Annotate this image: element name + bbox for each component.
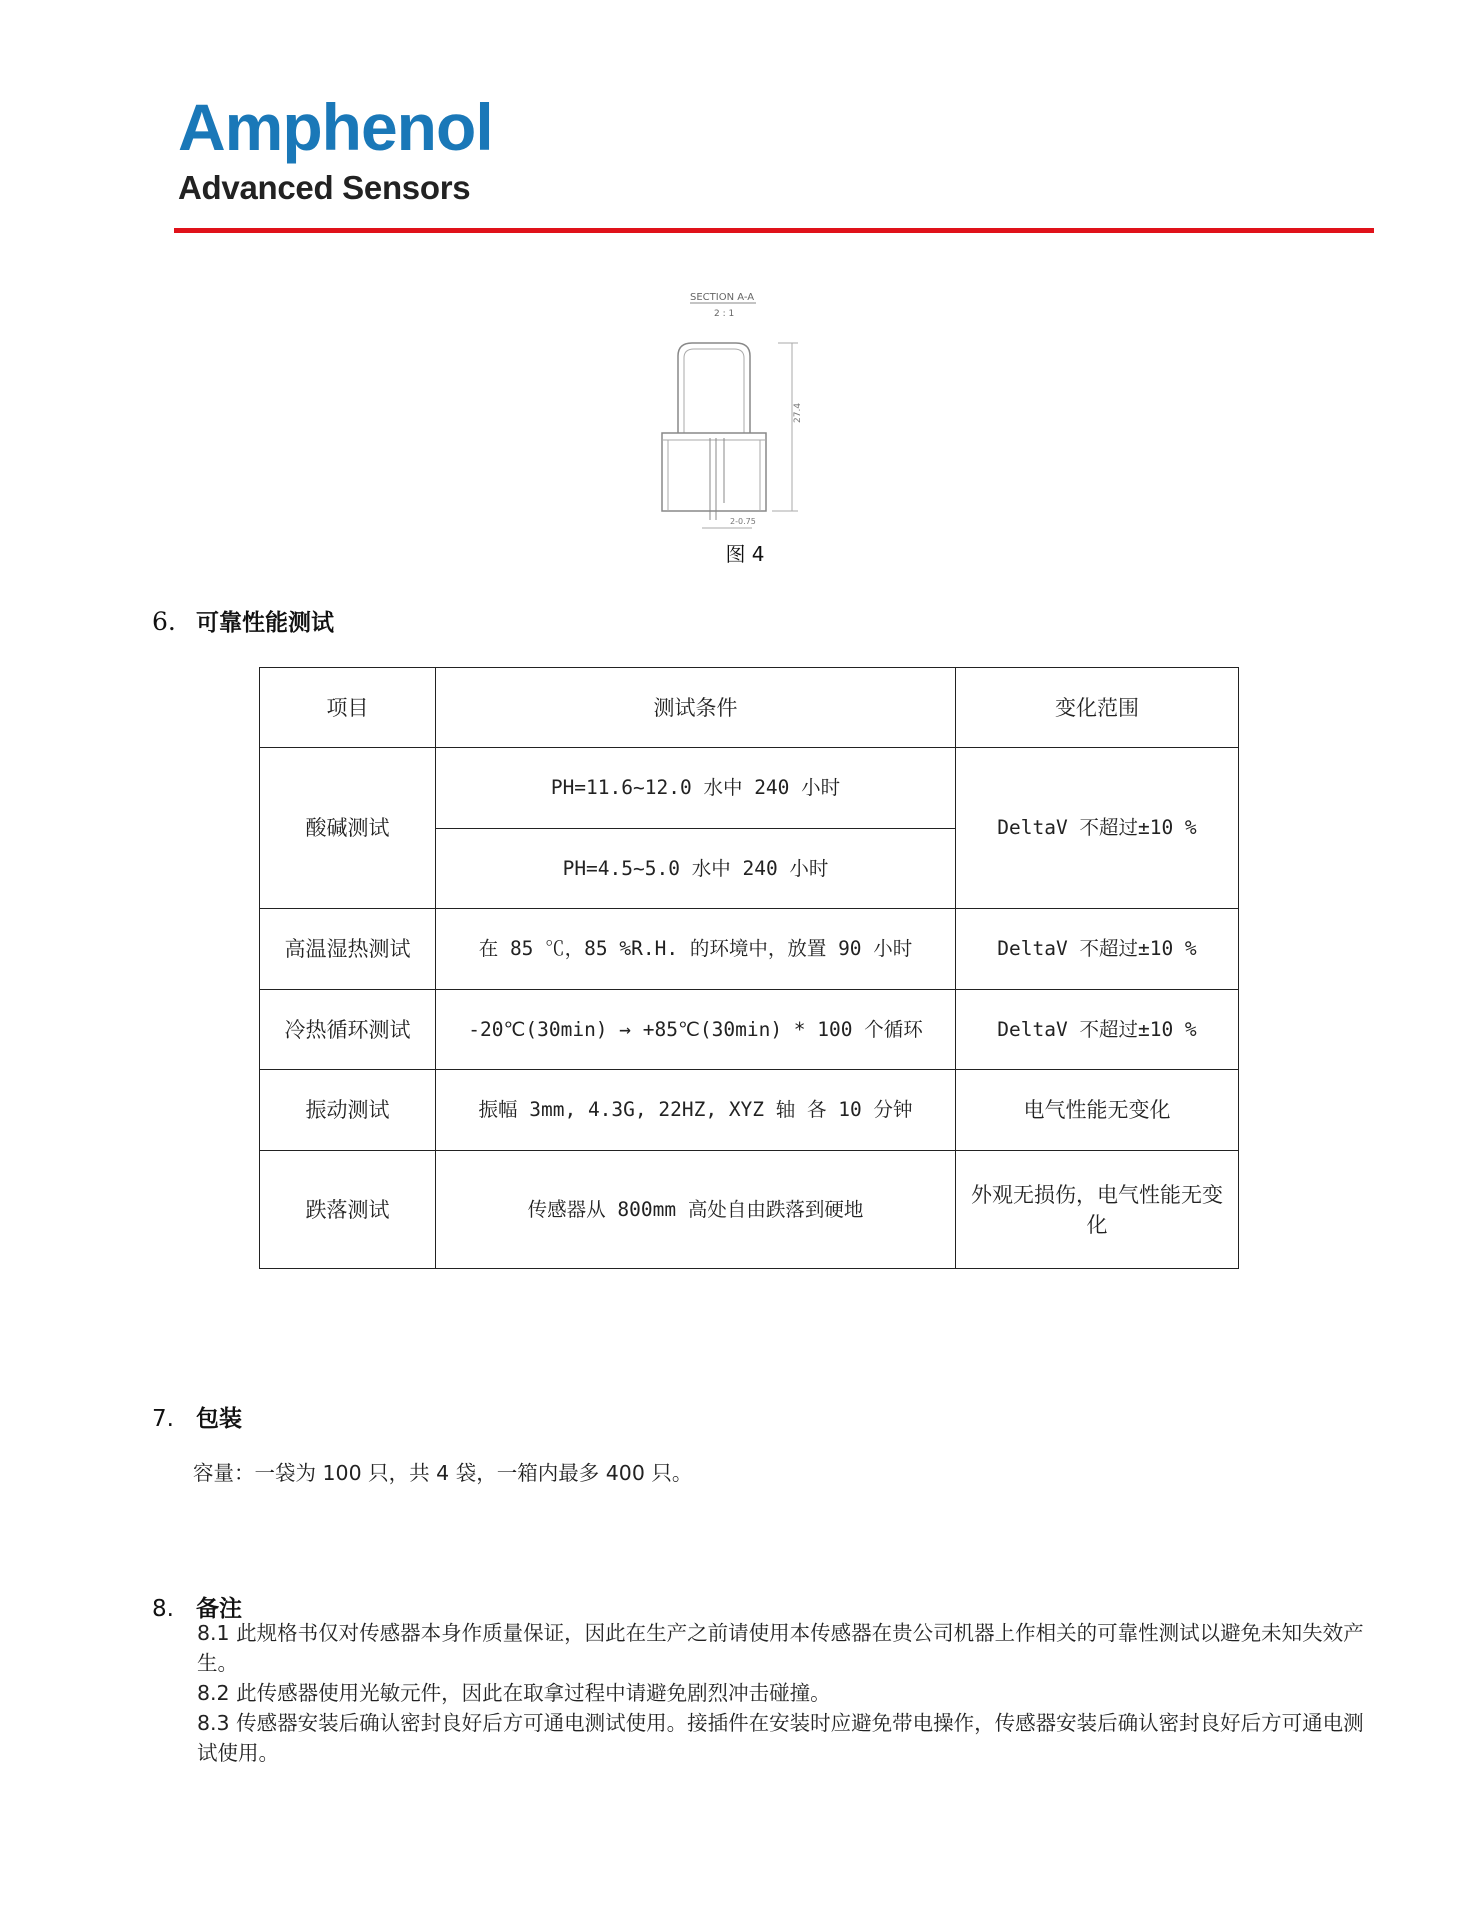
row-condition: PH=4.5~5.0 水中 240 小时 <box>436 829 956 909</box>
table-header-row <box>260 668 1239 748</box>
table-row <box>260 990 1239 1070</box>
row-condition: -20℃(30min) → +85℃(30min) * 100 个循环 <box>436 990 956 1070</box>
row-condition: 传感器从 800mm 高处自由跌落到硬地 <box>436 1151 956 1269</box>
section-6-number: 6. <box>152 607 176 636</box>
row-condition: 振幅 3mm, 4.3G, 22HZ, XYZ 轴 各 10 分钟 <box>436 1070 956 1151</box>
section-6-heading <box>152 604 334 637</box>
packaging-text: 容量：一袋为 100 只，共 4 袋，一箱内最多 400 只。 <box>193 1461 693 1485</box>
table-row <box>260 909 1239 990</box>
notes-list <box>197 1618 1377 1768</box>
note-item: 8.1 此规格书仅对传感器本身作质量保证，因此在生产之前请使用本传感器在贵公司机器上作相关的可靠性测试以避免未知失效产生。 <box>197 1621 1364 1675</box>
row-range: 外观无损伤，电气性能无变化 <box>956 1151 1239 1269</box>
row-condition: PH=11.6~12.0 水中 240 小时 <box>436 748 956 829</box>
header-rule <box>174 228 1374 233</box>
table-row <box>260 748 1239 829</box>
row-range: DeltaV 不超过±10 % <box>956 909 1239 990</box>
pin-dimension: 2-0.75 <box>730 517 756 526</box>
section-drawing <box>640 288 860 538</box>
section-8-title: 备注 <box>196 1596 242 1622</box>
row-range: DeltaV 不超过±10 % <box>956 748 1239 909</box>
header-range: 变化范围 <box>956 668 1239 748</box>
row-item: 冷热循环测试 <box>260 990 436 1070</box>
table-row <box>260 1070 1239 1151</box>
reliability-table <box>259 667 1239 1269</box>
row-range: DeltaV 不超过±10 % <box>956 990 1239 1070</box>
section-label: SECTION A-A <box>690 292 755 303</box>
section-8-number: 8. <box>152 1596 174 1622</box>
section-7-heading <box>152 1400 242 1433</box>
scale-label: 2 : 1 <box>714 309 735 319</box>
section-6-title: 可靠性能测试 <box>196 610 334 636</box>
section-7-number: 7. <box>152 1406 174 1432</box>
figure-caption: 图 4 <box>725 542 765 566</box>
row-item: 振动测试 <box>260 1070 436 1151</box>
brand-logo <box>178 90 493 208</box>
row-item: 高温湿热测试 <box>260 909 436 990</box>
brand-name: Amphenol <box>178 90 493 164</box>
row-item: 跌落测试 <box>260 1151 436 1269</box>
row-range: 电气性能无变化 <box>956 1070 1239 1151</box>
header-conditions: 测试条件 <box>436 668 956 748</box>
row-condition: 在 85 ℃，85 %R.H. 的环境中，放置 90 小时 <box>436 909 956 990</box>
height-dimension: 27.4 <box>793 402 803 423</box>
table-row <box>260 1151 1239 1269</box>
section-7-title: 包装 <box>196 1406 242 1432</box>
brand-subtitle: Advanced Sensors <box>178 169 471 206</box>
note-item: 8.3 传感器安装后确认密封良好后方可通电测试使用。接插件在安装时应避免带电操作，传感器安装后确认密封良好后方可通电测试使用。 <box>197 1711 1364 1765</box>
note-item: 8.2 此传感器使用光敏元件，因此在取拿过程中请避免剧烈冲击碰撞。 <box>197 1681 831 1705</box>
row-item: 酸碱测试 <box>260 748 436 909</box>
header-item: 项目 <box>260 668 436 748</box>
